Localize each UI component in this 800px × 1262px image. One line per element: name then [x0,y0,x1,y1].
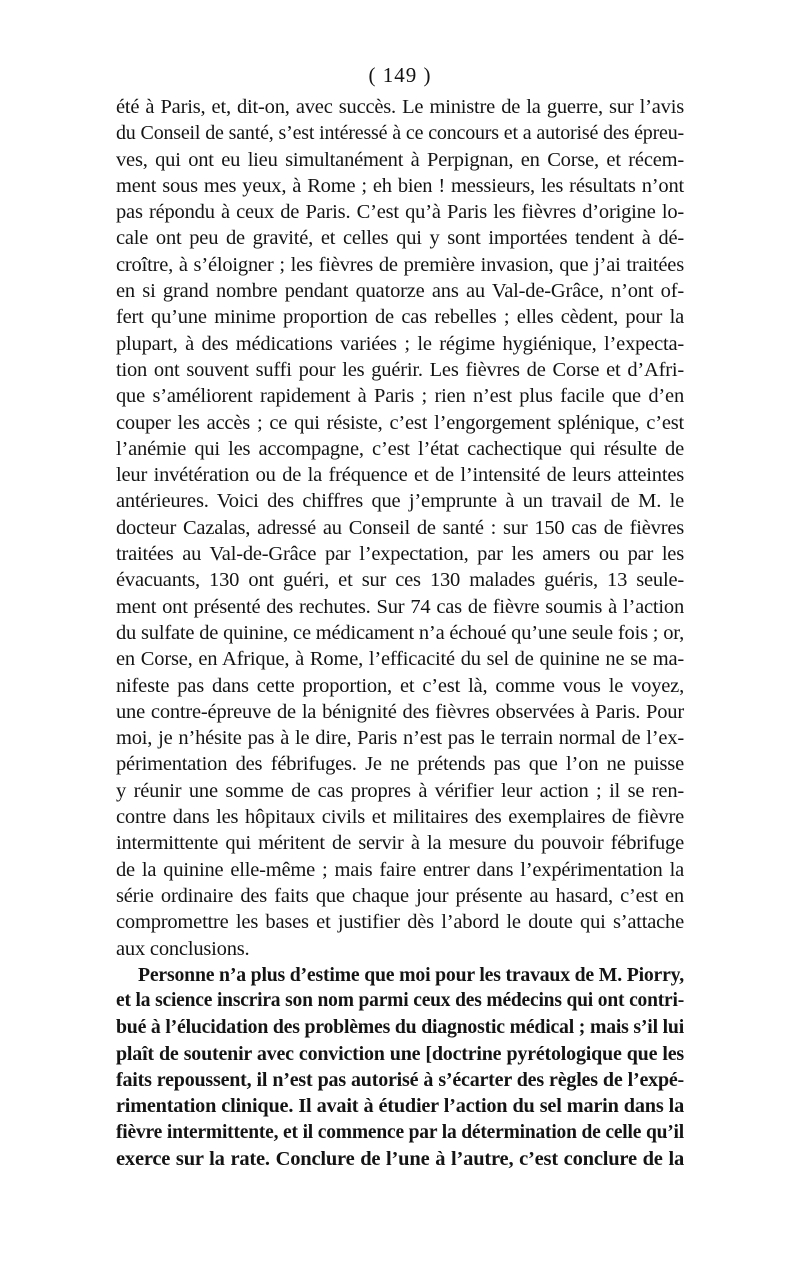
text-line: série ordinaire des faits que chaque jour présente au hasard, c’est en [116,884,684,907]
text-line: fièvre intermittente, et il commence par la détermination de celle qu’il [116,1121,684,1143]
text-line: leur invétération ou de la fréquence et de l’intensité de leurs atteintes [116,464,684,487]
text-line: été à Paris, et, dit-on, avec succès. Le ministre de la guerre, sur l’avis [116,96,684,118]
text-line: en si grand nombre pendant quatorze ans au Val-de-Grâce, n’ont of- [116,280,684,303]
text-line: de la quinine elle-même ; mais faire entrer dans l’expérimentation la [116,858,684,881]
text-line: plupart, à des médications variées ; le régime hygiénique, l’expecta- [116,332,684,355]
text-line: antérieures. Voici des chiffres que j’emprunte à un travail de M. le [116,490,684,513]
text-line: l’anémie qui les accompagne, c’est l’état cachectique qui résulte de [116,437,684,460]
text-line: intermittente qui méritent de servir à la mesure du pouvoir fébrifuge [116,832,684,855]
text-line: traitées au Val-de-Grâce par l’expectation, par les amers ou par les [116,543,684,566]
text-line: et la science inscrira son nom parmi ceux des médecins qui ont contri- [116,990,684,1012]
text-line: moi, je n’hésite pas à le dire, Paris n’est pas le terrain normal de l’ex- [116,727,684,750]
text-line: couper les accès ; ce qui résiste, c’est l’engorgement splénique, c’est [116,411,684,434]
text-line: bué à l’élucidation des problèmes du diagnostic médical ; mais s’il lui [116,1016,684,1039]
text-line: contre dans les hôpitaux civils et militaires des exemplaires de fièvre [116,806,684,829]
text-line: tion ont souvent suffi pour les guérir. Les fièvres de Corse et d’Afri- [116,358,684,381]
text-line: croître, à s’éloigner ; les fièvres de première invasion, que j’ai traitées [116,253,684,276]
text-line: nifeste pas dans cette proportion, et c’est là, comme vous le voyez, [116,674,684,697]
paragraph [116,94,684,962]
text-line: plaît de soutenir avec conviction une [doctrine pyrétologique que les [116,1042,684,1065]
paragraph [116,962,684,1172]
text-line: évacuants, 130 ont guéri, et sur ces 130 malades guéris, 13 seule- [116,569,684,592]
text-line: pas répondu à ceux de Paris. C’est qu’à Paris les fièvres d’origine lo- [116,201,684,224]
text-line: cale ont peu de gravité, et celles qui y sont importées tendent à dé- [116,227,684,250]
text-line: du Conseil de santé, s’est intéressé à ce concours et a autorisé des épreu- [116,122,684,145]
body-text [116,94,684,1172]
text-line: fert qu’une minime proportion de cas rebelles ; elles cèdent, pour la [116,306,684,329]
text-line: compromettre les bases et justifier dès l’abord le doute qui s’attache [116,911,684,934]
text-line: exerce sur la rate. Conclure de l’une à l’autre, c’est conclure de la [116,1147,684,1170]
page-number: ( 149 ) [368,63,432,87]
text-line: faits repoussent, il n’est pas autorisé à s’écarter des règles de l’expé- [116,1068,684,1091]
text-line: docteur Cazalas, adressé au Conseil de santé : sur 150 cas de fièvres [116,516,684,539]
text-line: ves, qui ont eu lieu simultanément à Perpignan, en Corse, et récem- [116,148,684,171]
text-line: du sulfate de quinine, ce médicament n’a échoué qu’une seule fois ; or, [116,621,684,644]
book-page [116,58,684,1172]
text-line: en Corse, en Afrique, à Rome, l’efficacité du sel de quinine ne se ma- [116,648,684,671]
text-line: que s’améliorent rapidement à Paris ; rien n’est plus facile que d’en [116,385,684,408]
text-line: ment ont présenté des rechutes. Sur 74 cas de fièvre soumis à l’action [116,595,684,618]
text-line: périmentation des fébrifuges. Je ne prétends pas que l’on ne puisse [116,753,684,776]
text-line: ment sous mes yeux, à Rome ; eh bien ! messieurs, les résultats n’ont [116,174,684,197]
text-line: rimentation clinique. Il avait à étudier l’action du sel marin dans la [116,1095,684,1118]
text-line: aux conclusions. [116,937,250,960]
text-line: une contre-épreuve de la bénignité des fièvres observées à Paris. Pour [116,700,684,723]
text-line: Personne n’a plus d’estime que moi pour les travaux de M. Piorry, [138,963,684,986]
text-line: y réunir une somme de cas propres à vérifier leur action ; il se ren- [116,779,684,802]
